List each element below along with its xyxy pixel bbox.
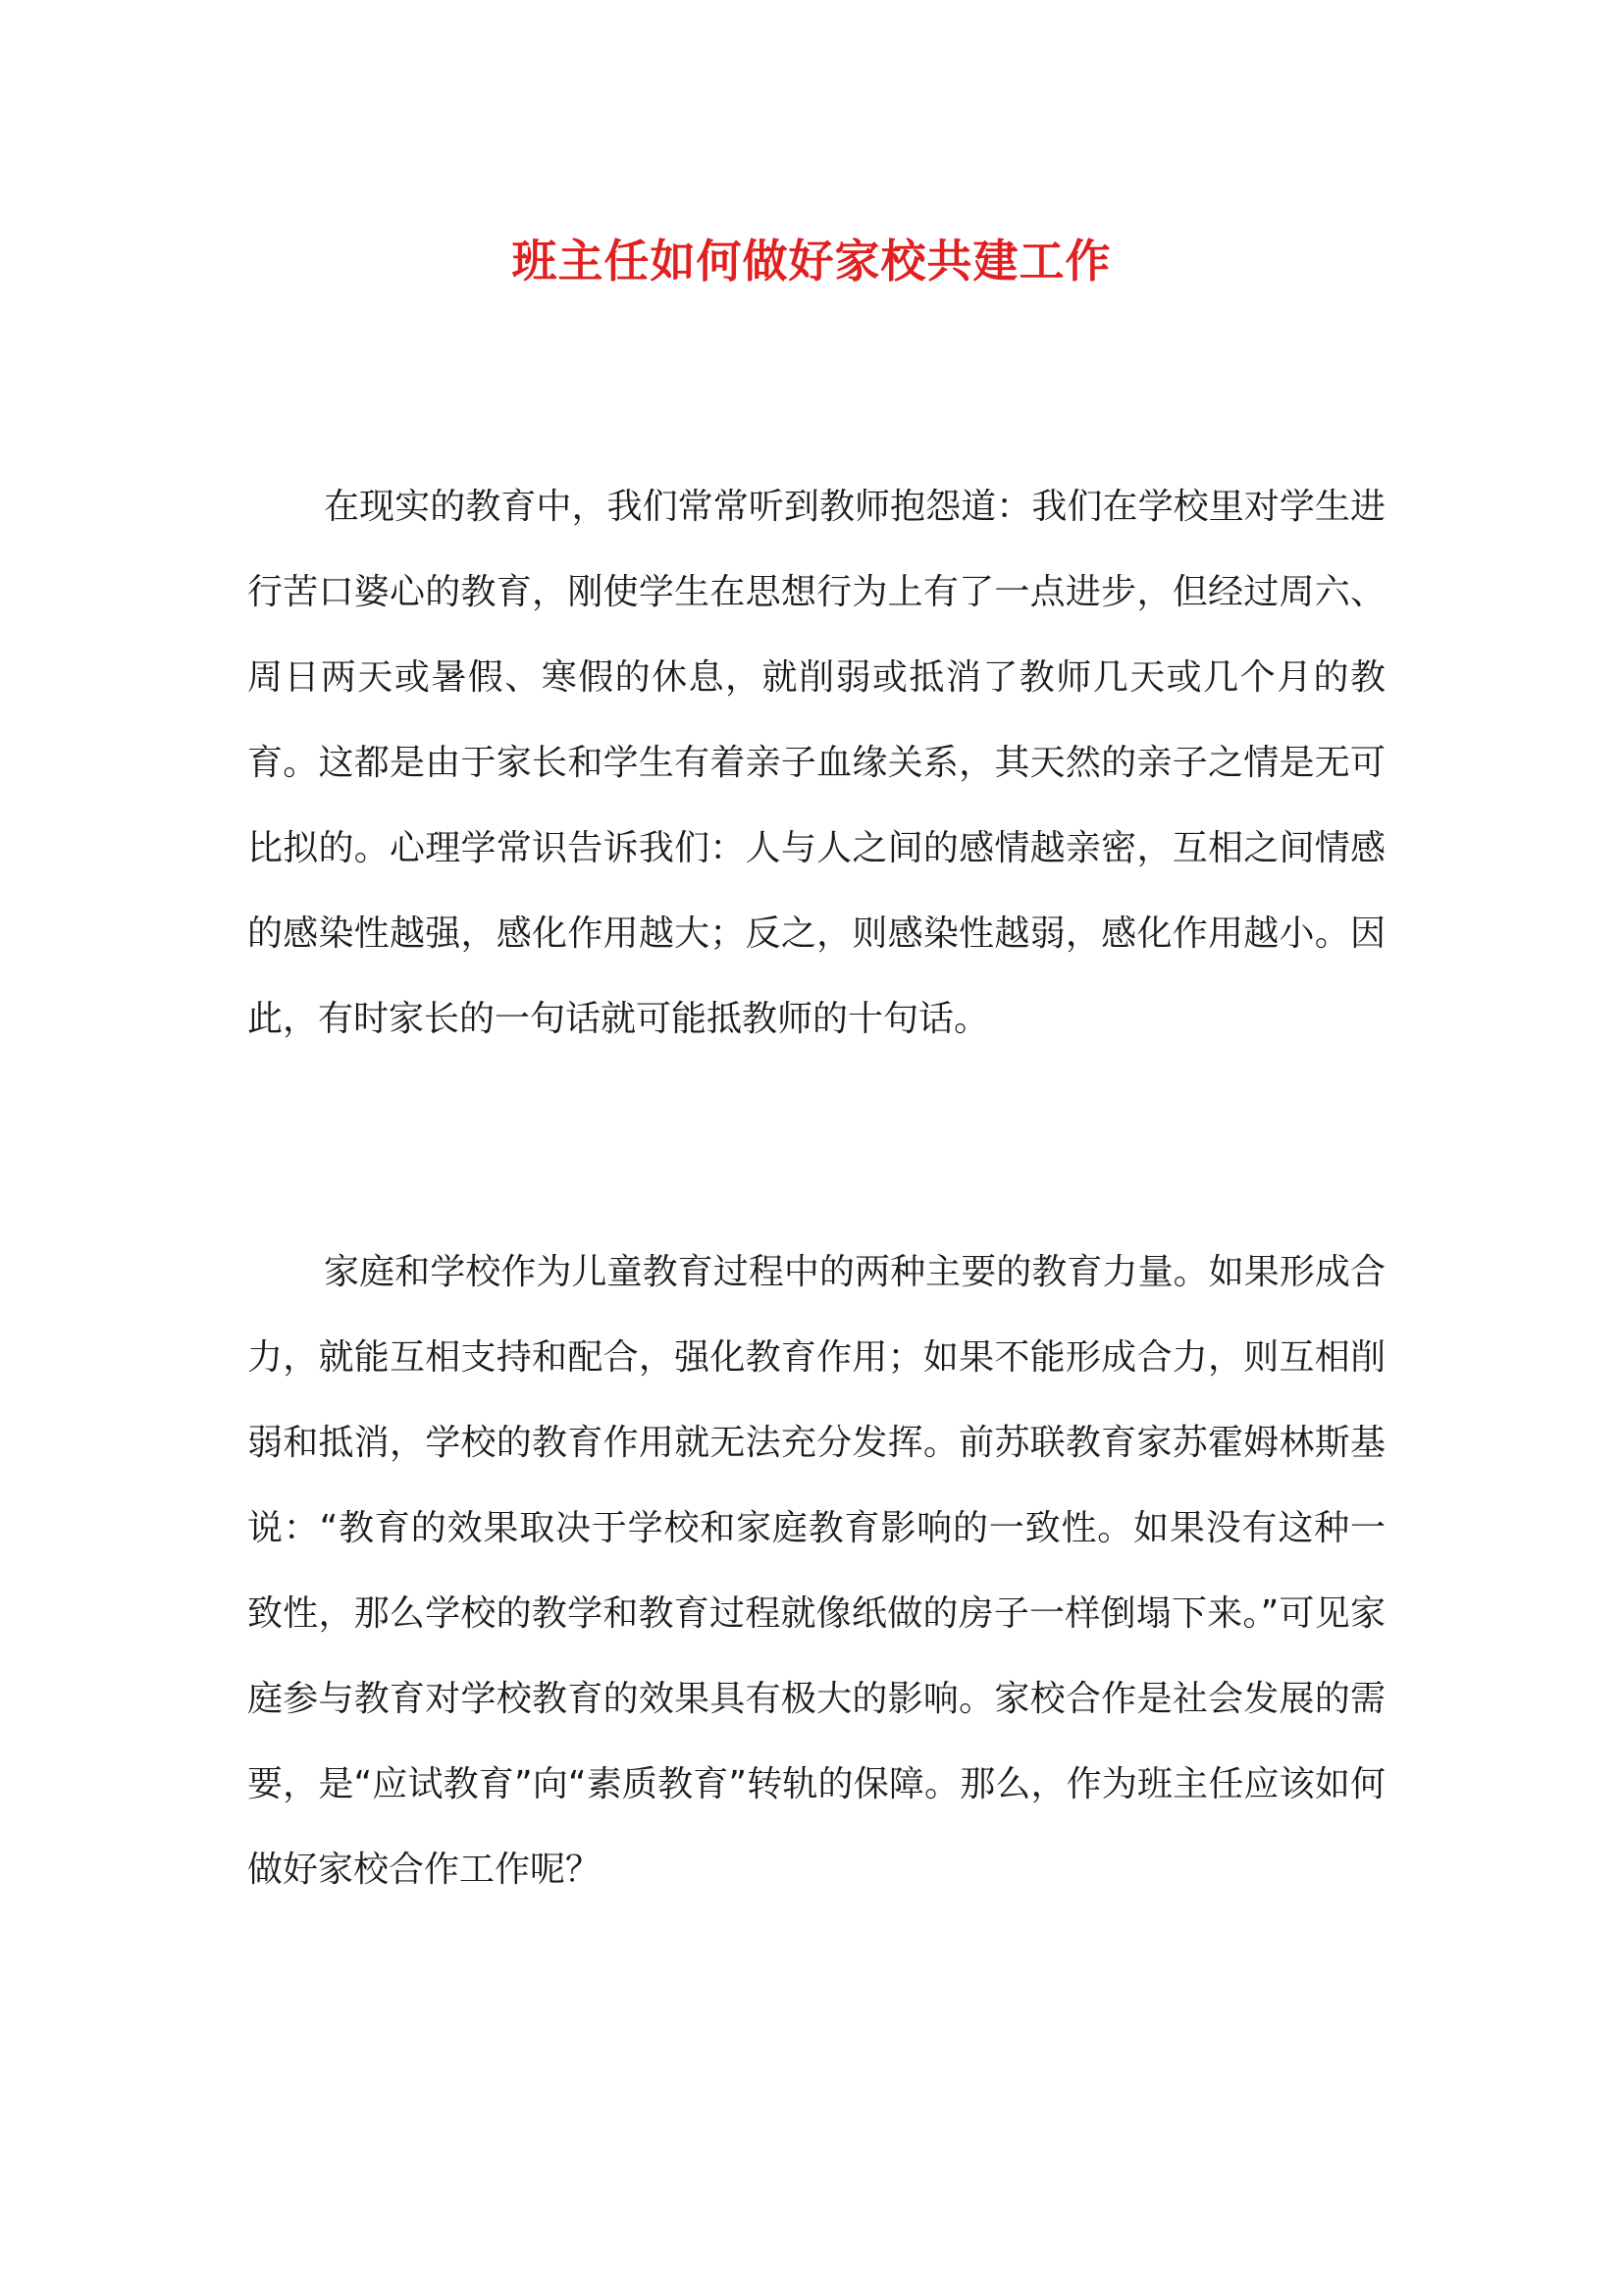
paragraph-1: 在现实的教育中，我们常常听到教师抱怨道：我们在学校里对学生进行苦口婆心的教育，刚使学生在思想行为上有了一点进步，但经过周六、周日两天或暑假、寒假的休息，就削弱或抵消了教师几天或几个月的教育。这都是由于家长和学生有着亲子血缘关系，其天然的亲子之情是无可比拟的。心理学常识告诉我们：人与人之间的感情越亲密，互相之间情感的感染性越强，感化作用越大；反之，则感染性越弱，感化作用越小。因此，有时家长的一句话就可能抵教师的十句话。 bbox=[247, 487, 1386, 1039]
paragraph-2: 家庭和学校作为儿童教育过程中的两种主要的教育力量。如果形成合力，就能互相支持和配合，强化教育作用；如果不能形成合力，则互相削弱和抵消，学校的教育作用就无法充分发挥。前苏联教育家苏霍姆林斯基说：“教育的效果取决于学校和家庭教育影响的一致性。如果没有这种一致性，那么学校的教学和教育过程就像纸做的房子一样倒塌下来。”可见家庭参与教育对学校教育的效果具有极大的影响。家校合作是社会发展的需要，是“应试教育”向“素质教育”转轨的保障。那么，作为班主任应该如何做好家校合作工作呢？ bbox=[247, 1252, 1386, 1890]
document-title: 班主任如何做好家校共建工作 bbox=[511, 234, 1112, 287]
